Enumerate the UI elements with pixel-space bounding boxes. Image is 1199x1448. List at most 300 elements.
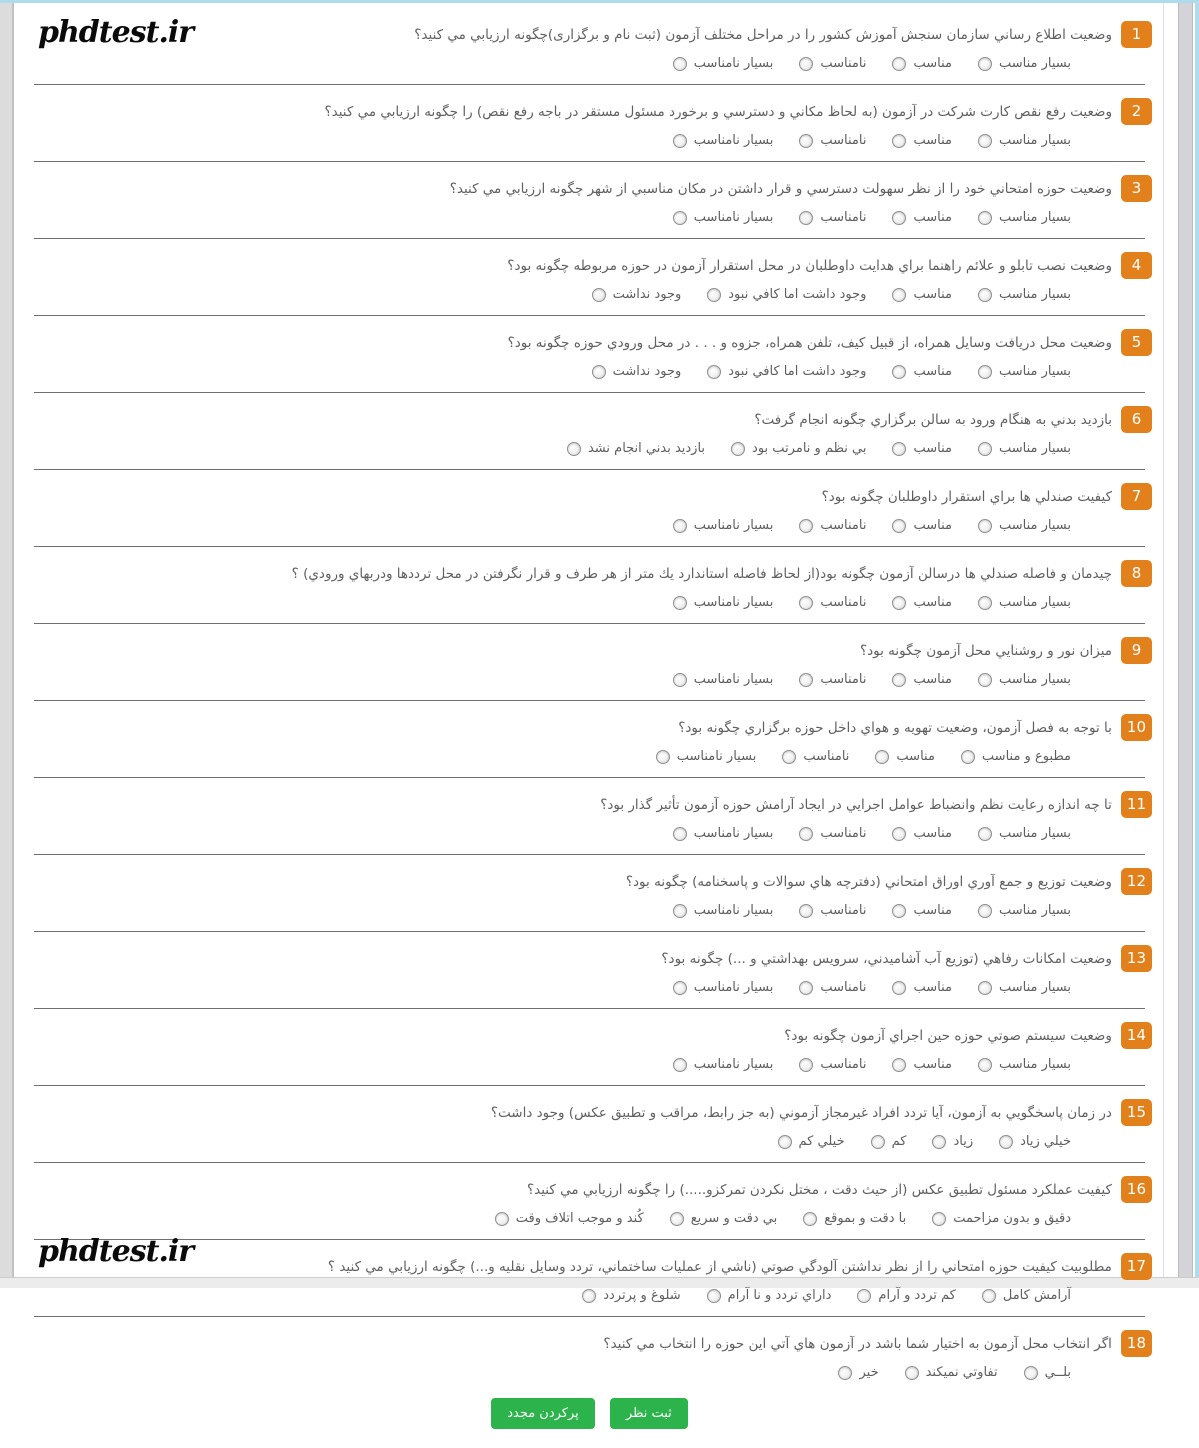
options-row [16,282,1163,306]
option[interactable] [592,359,682,383]
option-label: بسيار نامناسب [693,56,774,71]
radio-button[interactable] [892,57,906,71]
option[interactable] [978,1052,1071,1076]
option-label: بسيار مناسب [998,210,1071,225]
option[interactable] [799,128,866,152]
option[interactable] [892,667,952,691]
option-label: مناسب [913,133,952,148]
question-row [16,98,1163,125]
option-label: بسيار نامناسب [693,595,774,610]
option[interactable] [673,975,774,999]
option-label: بسيار مناسب [998,672,1071,687]
question-list [16,8,1163,1384]
radio-button[interactable] [978,981,992,995]
radio-button[interactable] [978,211,992,225]
option-label: نامناسب [820,518,867,533]
option[interactable] [978,898,1071,922]
radio-button[interactable] [799,904,813,918]
option-label: بسيار نامناسب [693,518,774,533]
question-block [16,316,1163,383]
question-text: با توجه به فصل آزمون، وضعيت تهويه و هواي داخل حوزه برگزاري چگونه بود؟ [678,719,1112,736]
option[interactable] [799,513,866,537]
radio-button[interactable] [932,1212,946,1226]
option[interactable] [871,1129,907,1153]
option-label: نامناسب [820,903,867,918]
option-label: مناسب [913,441,952,456]
radio-button[interactable] [892,288,906,302]
option-label: بلــي [1044,1365,1071,1380]
question-text: وضعيت محل دريافت وسايل همراه، از قبيل كيف، تلفن همراه، جزوه و . . . در محل ورودي حوزه چگونه بود؟ [507,334,1112,351]
option[interactable] [978,359,1071,383]
options-row [16,51,1163,75]
option[interactable] [892,975,952,999]
option-label: نامناسب [820,826,867,841]
option-label: مناسب [913,672,952,687]
question-text: بازديد بدني به هنگام ورود به سالن برگزاري چگونه انجام گرفت؟ [754,411,1112,428]
option-label: داراي تردد و نا آرام [727,1288,832,1303]
radio-button[interactable] [875,750,889,764]
option[interactable] [673,1052,774,1076]
question-number-badge: 14 [1121,1022,1152,1049]
question-text: وضعيت امكانات رفاهي (توزيع آب آشاميدني، سرويس بهداشتي و ...) چگونه بود؟ [661,950,1112,967]
option[interactable] [799,51,866,75]
options-row [16,1206,1163,1230]
radio-button[interactable] [673,134,687,148]
radio-button[interactable] [978,1058,992,1072]
radio-button[interactable] [495,1212,509,1226]
option-label: نامناسب [820,210,867,225]
question-block [16,1086,1163,1153]
window-right-border [1195,0,1199,1288]
options-row [16,513,1163,537]
radio-button[interactable] [978,827,992,841]
option-label: نامناسب [820,133,867,148]
radio-button[interactable] [978,904,992,918]
option[interactable] [799,667,866,691]
option[interactable] [707,359,866,383]
options-row [16,590,1163,614]
option[interactable] [892,205,952,229]
form-actions [16,1398,1163,1448]
question-text: وضعيت حوزه امتحاني خود را از نظر سهولت دسترسي و قرار داشتن در مكان مناسبي از شهر چگونه ارزيابي مي كنيد؟ [449,180,1112,197]
radio-button[interactable] [778,1135,792,1149]
options-row [16,667,1163,691]
option-label: تفاوتي نميكند [925,1365,998,1380]
question-number-badge: 11 [1121,791,1152,818]
radio-button[interactable] [803,1212,817,1226]
radio-button[interactable] [892,827,906,841]
radio-button[interactable] [707,365,721,379]
reset-button[interactable]: پركردن مجدد [491,1398,595,1429]
radio-button[interactable] [799,57,813,71]
options-row [16,1360,1163,1384]
option[interactable] [799,898,866,922]
option-label: كُند و موجب اتلاف وقت [515,1211,644,1226]
radio-button[interactable] [673,519,687,533]
radio-button[interactable] [905,1366,919,1380]
question-number-badge: 2 [1121,98,1152,125]
radio-button[interactable] [673,596,687,610]
option[interactable] [673,128,774,152]
question-block [16,1317,1163,1384]
option[interactable] [982,1283,1071,1307]
question-row [16,406,1163,433]
question-number-badge: 9 [1121,637,1152,664]
question-block [16,1163,1163,1230]
option[interactable] [999,1129,1071,1153]
question-block [16,701,1163,768]
option[interactable] [799,590,866,614]
radio-button[interactable] [670,1212,684,1226]
question-block [16,85,1163,152]
option[interactable] [875,744,935,768]
option[interactable] [673,51,774,75]
radio-button[interactable] [656,750,670,764]
submit-button[interactable]: ثبت نظر [610,1398,688,1429]
option[interactable] [778,1129,845,1153]
option[interactable] [857,1283,955,1307]
radio-button[interactable] [592,288,606,302]
options-row [16,1052,1163,1076]
option-label: بسيار مناسب [998,1057,1071,1072]
radio-button[interactable] [978,57,992,71]
option[interactable] [892,1052,952,1076]
option[interactable] [978,205,1071,229]
radio-button[interactable] [799,1058,813,1072]
options-row [16,359,1163,383]
question-block [16,778,1163,845]
question-row [16,637,1163,664]
radio-button[interactable] [892,673,906,687]
radio-button[interactable] [799,673,813,687]
radio-button[interactable] [978,596,992,610]
radio-button[interactable] [567,442,581,456]
question-number-badge: 12 [1121,868,1152,895]
option[interactable] [567,436,705,460]
option-label: مناسب [913,826,952,841]
option[interactable] [892,821,952,845]
options-row [16,128,1163,152]
option[interactable] [892,51,952,75]
radio-button[interactable] [892,596,906,610]
radio-button[interactable] [978,519,992,533]
radio-button[interactable] [892,981,906,995]
option[interactable] [932,1129,973,1153]
question-text: وضعيت توزيع و جمع آوري اوراق امتحاني (دفترچه هاي سوالات و پاسخنامه) چگونه بود؟ [625,873,1112,890]
option[interactable] [673,513,774,537]
question-number-badge: 6 [1121,406,1152,433]
radio-button[interactable] [892,211,906,225]
question-row [16,252,1163,279]
option-label: نامناسب [820,672,867,687]
question-text: وضعيت اطلاع رساني سازمان سنجش آموزش كشور را در مراحل مختلف آزمون (ثبت نام و برگزاری)چگونه ارزيابي مي كنيد؟ [414,26,1112,43]
question-row [16,329,1163,356]
option[interactable] [892,436,952,460]
radio-button[interactable] [799,827,813,841]
options-row [16,975,1163,999]
radio-button[interactable] [673,673,687,687]
option-label: مناسب [913,210,952,225]
question-row [16,560,1163,587]
option[interactable] [978,282,1071,306]
option-label: وجود نداشت [612,364,682,379]
scrollbar[interactable] [1178,3,1193,1277]
question-text: چيدمان و فاصله صندلي ها درسالن آزمون چگونه بود(از لحاظ فاصله استاندارد يك متر از هر طرف و قرار نگرفتن در محل ترددها ودربهاي ورودي) ؟ [291,565,1112,582]
option[interactable] [592,282,682,306]
question-row [16,945,1163,972]
option[interactable] [731,436,866,460]
option-label: بسيار مناسب [998,287,1071,302]
question-block [16,239,1163,306]
option-label: بسيار نامناسب [693,1057,774,1072]
radio-button[interactable] [673,211,687,225]
question-number-badge: 16 [1121,1176,1152,1203]
option-label: مطبوع و مناسب [981,749,1071,764]
question-number-badge: 1 [1121,21,1152,48]
question-row [16,1099,1163,1126]
option-label: مناسب [913,903,952,918]
option-label: بي دقت و سريع [690,1211,778,1226]
radio-button[interactable] [978,673,992,687]
question-text: در زمان پاسخگويي به آزمون، آيا تردد افراد غيرمجاز آزموني (به جز رابط، مراقب و تطبيق عكس) وجود داشت؟ [490,1104,1112,1121]
option-label: كم تردد و آرام [878,1288,956,1303]
option[interactable] [1024,1360,1071,1384]
question-text: مطلوبيت كيفيت حوزه امتحاني را از نظر نداشتن آلودگي صوتي (ناشي از عمليات ساختماني، تردد وسايل نقليه و...) چگونه ارزيابي مي كنيد ؟ [327,1258,1112,1275]
radio-button[interactable] [707,1289,721,1303]
radio-button[interactable] [673,981,687,995]
question-row [16,714,1163,741]
option[interactable] [978,513,1071,537]
option-label: خيلي زياد [1020,1134,1071,1149]
site-logo-top: phdtest.ir [38,15,194,50]
option-label: نامناسب [803,749,850,764]
option[interactable] [978,51,1071,75]
option[interactable] [673,821,774,845]
radio-button[interactable] [673,57,687,71]
option-label: مناسب [896,749,935,764]
window-left-border [0,3,14,1277]
radio-button[interactable] [978,288,992,302]
option-label: مناسب [913,56,952,71]
option-label: بي نظم و نامرتب بود [752,441,867,456]
question-row [16,868,1163,895]
radio-button[interactable] [871,1135,885,1149]
radio-button[interactable] [782,750,796,764]
option[interactable] [673,667,774,691]
question-block [16,162,1163,229]
radio-button[interactable] [978,442,992,456]
option[interactable] [978,128,1071,152]
question-text: ميزان نور و روشنايي محل آزمون چگونه بود؟ [859,642,1112,659]
option-label: بسيار مناسب [998,595,1071,610]
option[interactable] [978,590,1071,614]
option[interactable] [799,205,866,229]
radio-button[interactable] [582,1289,596,1303]
radio-button[interactable] [999,1135,1013,1149]
question-block [16,932,1163,999]
radio-button[interactable] [799,519,813,533]
option-label: نامناسب [820,595,867,610]
question-number-badge: 4 [1121,252,1152,279]
option[interactable] [892,282,952,306]
options-row [16,821,1163,845]
radio-button[interactable] [982,1289,996,1303]
radio-button[interactable] [892,134,906,148]
option-label: نامناسب [820,1057,867,1072]
question-row [16,791,1163,818]
option[interactable] [892,128,952,152]
option-label: با دقت و بموقع [824,1211,907,1226]
radio-button[interactable] [932,1135,946,1149]
question-block [16,470,1163,537]
option[interactable] [961,744,1071,768]
radio-button[interactable] [892,442,906,456]
question-number-badge: 13 [1121,945,1152,972]
option-label: بسيار نامناسب [693,980,774,995]
option[interactable] [799,821,866,845]
option-label: دقيق و بدون مزاحمت [953,1211,1071,1226]
radio-button[interactable] [978,365,992,379]
question-number-badge: 15 [1121,1099,1152,1126]
option-label: خيلي كم [798,1134,845,1149]
question-text: وضعيت رفع نقص كارت شركت در آزمون (به لحاظ مكاني و دسترسي و برخورد مسئول مستقر در باجه رفع نقص) را چگونه ارزيابي مي كنيد؟ [324,103,1112,120]
question-number-badge: 10 [1121,714,1152,741]
option[interactable] [673,205,774,229]
options-row [16,744,1163,768]
radio-button[interactable] [961,750,975,764]
option-label: خير [859,1365,879,1380]
option[interactable] [838,1360,878,1384]
question-number-badge: 17 [1121,1253,1152,1280]
radio-button[interactable] [892,519,906,533]
option-label: وجود نداشت [612,287,682,302]
option[interactable] [707,1283,832,1307]
radio-button[interactable] [799,596,813,610]
radio-button[interactable] [857,1289,871,1303]
question-row [16,1022,1163,1049]
option[interactable] [892,898,952,922]
option[interactable] [892,359,952,383]
question-text: تا چه اندازه رعايت نظم وانضباط عوامل اجرايي در ايجاد آرامش حوزه آزمون تأثير گذار بود؟ [600,796,1112,813]
option[interactable] [799,975,866,999]
option[interactable] [803,1206,906,1230]
option[interactable] [892,513,952,537]
question-block [16,855,1163,922]
radio-button[interactable] [892,365,906,379]
radio-button[interactable] [592,365,606,379]
radio-button[interactable] [1024,1366,1038,1380]
option-label: مناسب [913,1057,952,1072]
option-label: مناسب [913,595,952,610]
option-label: بسيار مناسب [998,826,1071,841]
options-row [16,436,1163,460]
question-text: وضعيت نصب تابلو و علائم راهنما براي هدايت داوطلبان در محل استقرار آزمون در حوزه مربوطه چگونه بود؟ [507,257,1112,274]
option[interactable] [905,1360,998,1384]
option[interactable] [495,1206,644,1230]
option[interactable] [707,282,866,306]
option-label: بسيار مناسب [998,980,1071,995]
options-row [16,1283,1163,1307]
option-label: شلوغ و پرتردد [603,1288,681,1303]
question-text: وضعيت سيستم صوتي حوزه حين اجراي آزمون چگونه بود؟ [784,1027,1112,1044]
option[interactable] [673,898,774,922]
option[interactable] [978,667,1071,691]
option-label: نامناسب [820,980,867,995]
options-row [16,1129,1163,1153]
option-label: مناسب [913,364,952,379]
option-label: مناسب [913,518,952,533]
radio-button[interactable] [799,211,813,225]
radio-button[interactable] [673,904,687,918]
option-label: بسيار نامناسب [693,133,774,148]
option[interactable] [978,975,1071,999]
options-row [16,205,1163,229]
question-number-badge: 7 [1121,483,1152,510]
question-block [16,547,1163,614]
option-label: بسيار مناسب [998,903,1071,918]
radio-button[interactable] [673,827,687,841]
radio-button[interactable] [799,134,813,148]
option[interactable] [673,590,774,614]
question-number-badge: 5 [1121,329,1152,356]
option-label: بسيار نامناسب [693,903,774,918]
option[interactable] [799,1052,866,1076]
survey-page [16,3,1163,1421]
options-row [16,898,1163,922]
option-label: مناسب [913,980,952,995]
option[interactable] [670,1206,778,1230]
radio-button[interactable] [707,288,721,302]
question-text: اگر انتخاب محل آزمون به اختيار شما باشد در آزمون هاي آتي اين حوزه را انتخاب مي كنيد؟ [603,1335,1112,1352]
site-logo-bottom: phdtest.ir [38,1234,194,1269]
option[interactable] [978,821,1071,845]
option-label: بسيار نامناسب [693,672,774,687]
radio-button[interactable] [892,904,906,918]
question-row [16,483,1163,510]
radio-button[interactable] [799,981,813,995]
option-label: بسيار مناسب [998,518,1071,533]
question-text: كيفيت صندلي ها براي استقرار داوطلبان چگونه بود؟ [821,488,1112,505]
option[interactable] [978,436,1071,460]
option-label: بسيار مناسب [998,441,1071,456]
radio-button[interactable] [978,134,992,148]
radio-button[interactable] [673,1058,687,1072]
question-number-badge: 3 [1121,175,1152,202]
content-right-gutter [1163,3,1178,1277]
question-number-badge: 18 [1121,1330,1152,1357]
question-row [16,175,1163,202]
option[interactable] [582,1283,680,1307]
option[interactable] [892,590,952,614]
option-label: كم [891,1134,907,1149]
option[interactable] [656,744,757,768]
question-number-badge: 8 [1121,560,1152,587]
radio-button[interactable] [731,442,745,456]
option-label: بسيار مناسب [998,364,1071,379]
question-block [16,1009,1163,1076]
question-block [16,393,1163,460]
option-label: آرامش كامل [1002,1288,1071,1303]
option[interactable] [932,1206,1071,1230]
radio-button[interactable] [892,1058,906,1072]
option-label: بسيار نامناسب [693,826,774,841]
option-label: زياد [953,1134,974,1149]
option[interactable] [782,744,849,768]
question-row [16,1176,1163,1203]
option-label: وجود داشت اما كافي نبود [728,287,867,302]
radio-button[interactable] [838,1366,852,1380]
question-row [16,1330,1163,1357]
